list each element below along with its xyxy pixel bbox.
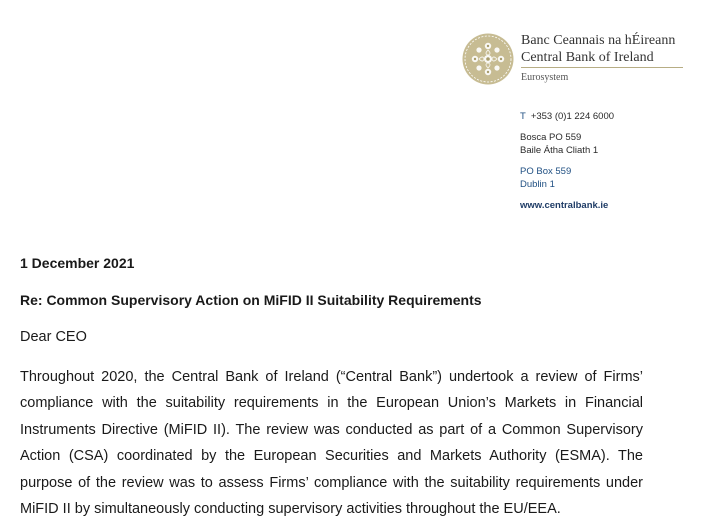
letter-salutation: Dear CEO — [20, 329, 87, 345]
contact-telephone — [520, 110, 614, 123]
irish-address — [520, 131, 598, 157]
bank-name-irish: Banc Ceannais na hÉireann — [521, 33, 676, 48]
bank-name-english: Central Bank of Ireland — [521, 50, 654, 65]
letter-date: 1 December 2021 — [20, 255, 135, 271]
telephone-number: +353 (0)1 224 6000 — [530, 111, 615, 122]
letter-subject: Re: Common Supervisory Action on MiFID II Suitability Requirements — [20, 292, 482, 308]
english-address-line1: PO Box 559 — [520, 166, 572, 177]
letterhead-divider — [521, 67, 683, 68]
harp-seal-icon — [462, 33, 514, 85]
english-address-line2: Dublin 1 — [520, 179, 555, 190]
body-paragraph: Throughout 2020, the Central Bank of Ireland (“Central Bank”) undertook a review of Firms’ compliance with the suitability requirements in the European Union’s Markets in Financial Instruments Directive (MiFID II). The review was conducted as part of a Common Supervisory Action (CSA) coordinated by the European Securities and Markets Authority (ESMA). The purpose of the review was to assess Firms’ compliance with the suitability requirements under MiFID II by simultaneously conducting supervisory activities throughout the EU/EEA. — [20, 369, 643, 518]
irish-address-line1: Bosca PO 559 — [520, 132, 582, 143]
telephone-prefix: T — [520, 111, 526, 122]
bank-name-block — [521, 32, 675, 66]
english-address — [520, 165, 571, 191]
eurosystem-label: Eurosystem — [521, 72, 569, 83]
website-link[interactable]: www.centralbank.ie — [520, 200, 609, 211]
irish-address-line2: Baile Átha Cliath 1 — [520, 145, 599, 156]
